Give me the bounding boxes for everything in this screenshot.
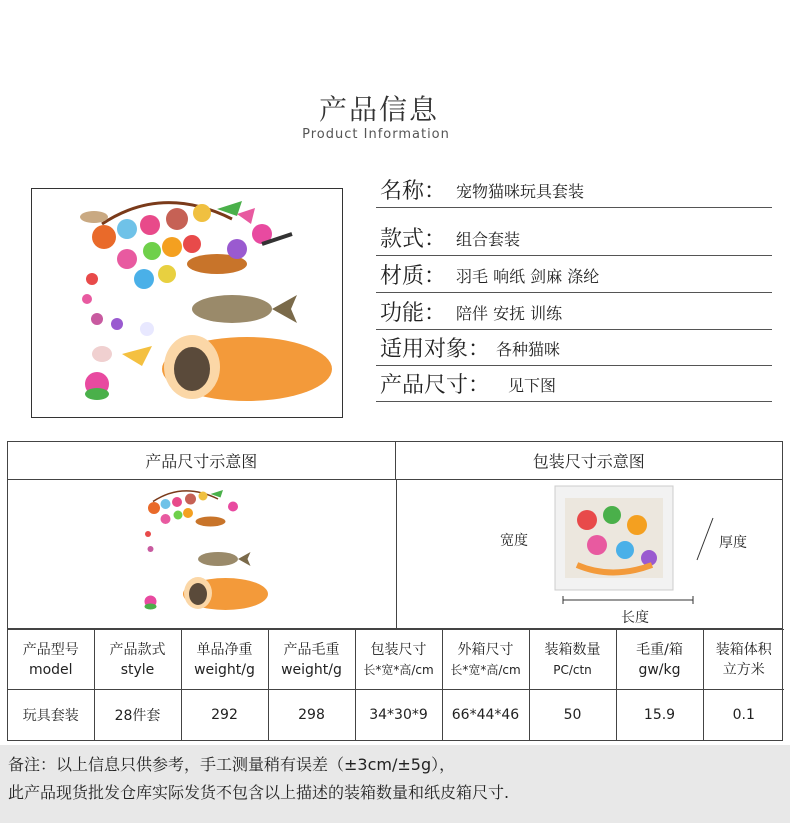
package-size-diagram-header: 包装尺寸示意图	[395, 442, 783, 479]
spec-row-function	[376, 298, 772, 330]
spec-value: 羽毛 响纸 剑麻 涤纶	[456, 267, 600, 286]
specs-table	[8, 629, 784, 740]
page-subtitle: Product Information	[302, 127, 450, 142]
spec-key: 功能：	[380, 301, 447, 326]
package-diagram-illustration	[397, 480, 785, 629]
table-cell: 15.9	[616, 690, 703, 740]
table-header-cell: 单品净重 weight/g	[181, 630, 268, 690]
spec-value: 组合套装	[456, 230, 521, 249]
table-cell: 298	[268, 690, 355, 740]
spec-key: 产品尺寸：	[380, 373, 491, 398]
table-cell: 玩具套装	[8, 690, 94, 740]
spec-value: 宠物猫咪玩具套装	[456, 182, 585, 201]
table-cell: 0.1	[703, 690, 784, 740]
spec-value: 见下图	[508, 376, 557, 395]
product-diagram-illustration	[8, 480, 396, 629]
table-header-cell: 产品毛重 weight/g	[268, 630, 355, 690]
note-box	[0, 745, 790, 823]
thickness-label: 厚度	[719, 535, 747, 551]
spec-key: 款式：	[380, 227, 447, 252]
spec-value: 陪伴 安抚 训练	[456, 304, 563, 323]
product-photo	[31, 188, 343, 418]
note-line-2: 此产品现货批发仓库实际发货不包含以上描述的装箱数量和纸皮箱尺寸.	[8, 783, 510, 802]
table-row	[8, 690, 784, 740]
spec-row-name	[376, 176, 772, 208]
length-label: 长度	[621, 610, 649, 626]
width-label: 宽度	[500, 533, 528, 549]
spec-key: 名称：	[380, 179, 447, 204]
cat-toy-set-illustration	[32, 189, 343, 418]
package-size-diagram	[396, 480, 785, 628]
table-header-cell: 产品款式 style	[94, 630, 181, 690]
product-size-diagram-header: 产品尺寸示意图	[145, 452, 258, 471]
page-title: 产品信息	[318, 93, 439, 126]
spec-key: 适用对象：	[380, 337, 491, 362]
spec-row-style	[376, 224, 772, 256]
spec-key: 材质：	[380, 264, 447, 289]
diagram-image-row	[8, 480, 782, 629]
size-info-grid	[7, 441, 783, 741]
table-cell: 34*30*9	[355, 690, 442, 740]
product-size-diagram	[8, 480, 396, 628]
table-header-cell: 装箱数量 PC/ctn	[529, 630, 616, 690]
table-header-row	[8, 630, 784, 690]
table-cell: 50	[529, 690, 616, 740]
table-cell: 28件套	[94, 690, 181, 740]
spec-row-material	[376, 261, 772, 293]
table-header-cell: 外箱尺寸 长*宽*高/cm	[442, 630, 529, 690]
table-header-cell: 毛重/箱 gw/kg	[616, 630, 703, 690]
table-cell: 292	[181, 690, 268, 740]
spec-row-target	[376, 334, 772, 366]
note-line-1: 备注：以上信息只供参考，手工测量稍有误差（±3cm/±5g），	[8, 755, 456, 774]
table-header-cell: 产品型号 model	[8, 630, 94, 690]
spec-row-size	[376, 370, 772, 402]
diagram-header-row	[8, 442, 782, 480]
table-header-cell: 包装尺寸 长*宽*高/cm	[355, 630, 442, 690]
table-cell: 66*44*46	[442, 690, 529, 740]
table-header-cell: 装箱体积 立方米	[703, 630, 784, 690]
spec-value: 各种猫咪	[496, 340, 561, 359]
